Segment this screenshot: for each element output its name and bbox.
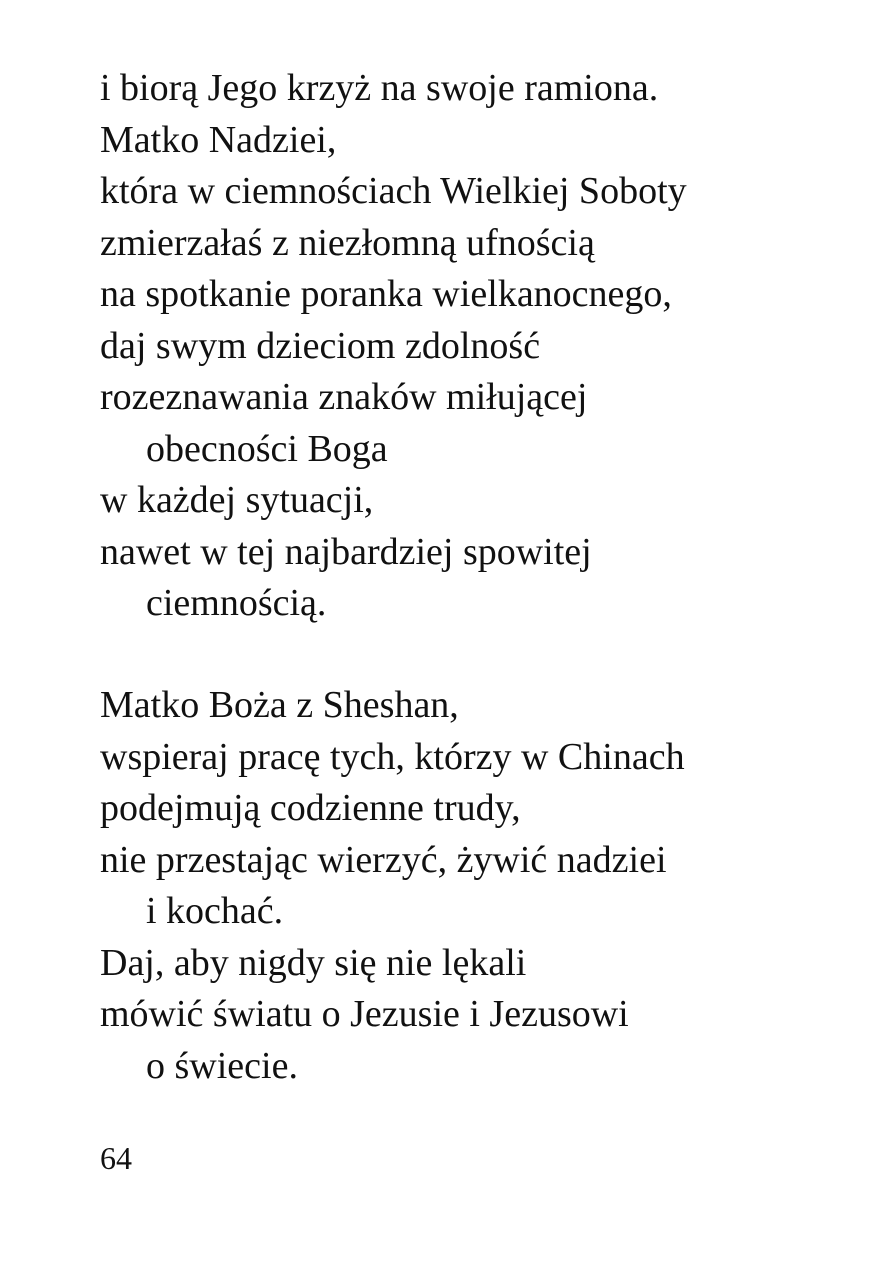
verse-line: nie przestając wierzyć, żywić nadziei: [100, 838, 667, 881]
page-number: 64: [100, 1140, 132, 1176]
verse-line: daj swym dzieciom zdolność: [100, 324, 541, 367]
verse-line: Daj, aby nigdy się nie lękali: [100, 941, 527, 984]
verse-line: Matko Nadziei,: [100, 118, 337, 161]
verse-line: wspieraj pracę tych, którzy w Chinach: [100, 735, 685, 778]
verse-line: nawet w tej najbardziej spowitej: [100, 530, 592, 573]
stanza-1: [100, 63, 860, 630]
verse-line: mówić światu o Jezusie i Jezusowi: [100, 993, 629, 1035]
verse-line: zmierzałaś z niezłomną ufnością: [100, 221, 595, 264]
verse-line: Matko Boża z Sheshan,: [100, 684, 459, 726]
verse-line-continuation: ciemnością.: [146, 582, 327, 624]
verse-line-continuation: obecności Boga: [146, 427, 388, 470]
verse-line-continuation: o świecie.: [146, 1044, 298, 1087]
verse-line: rozeznawania znaków miłującej: [100, 376, 588, 418]
verse-line-continuation: i kochać.: [146, 890, 284, 932]
verse-line: i biorą Jego krzyż na swoje ramiona.: [100, 67, 659, 109]
verse-line: która w ciemnościach Wielkiej Soboty: [100, 170, 687, 212]
verse-line: w każdej sytuacji,: [100, 479, 374, 521]
stanza-2: [100, 680, 860, 1092]
verse-line: podejmują codzienne trudy,: [100, 787, 521, 829]
verse-line: na spotkanie poranka wielkanocnego,: [100, 273, 672, 315]
